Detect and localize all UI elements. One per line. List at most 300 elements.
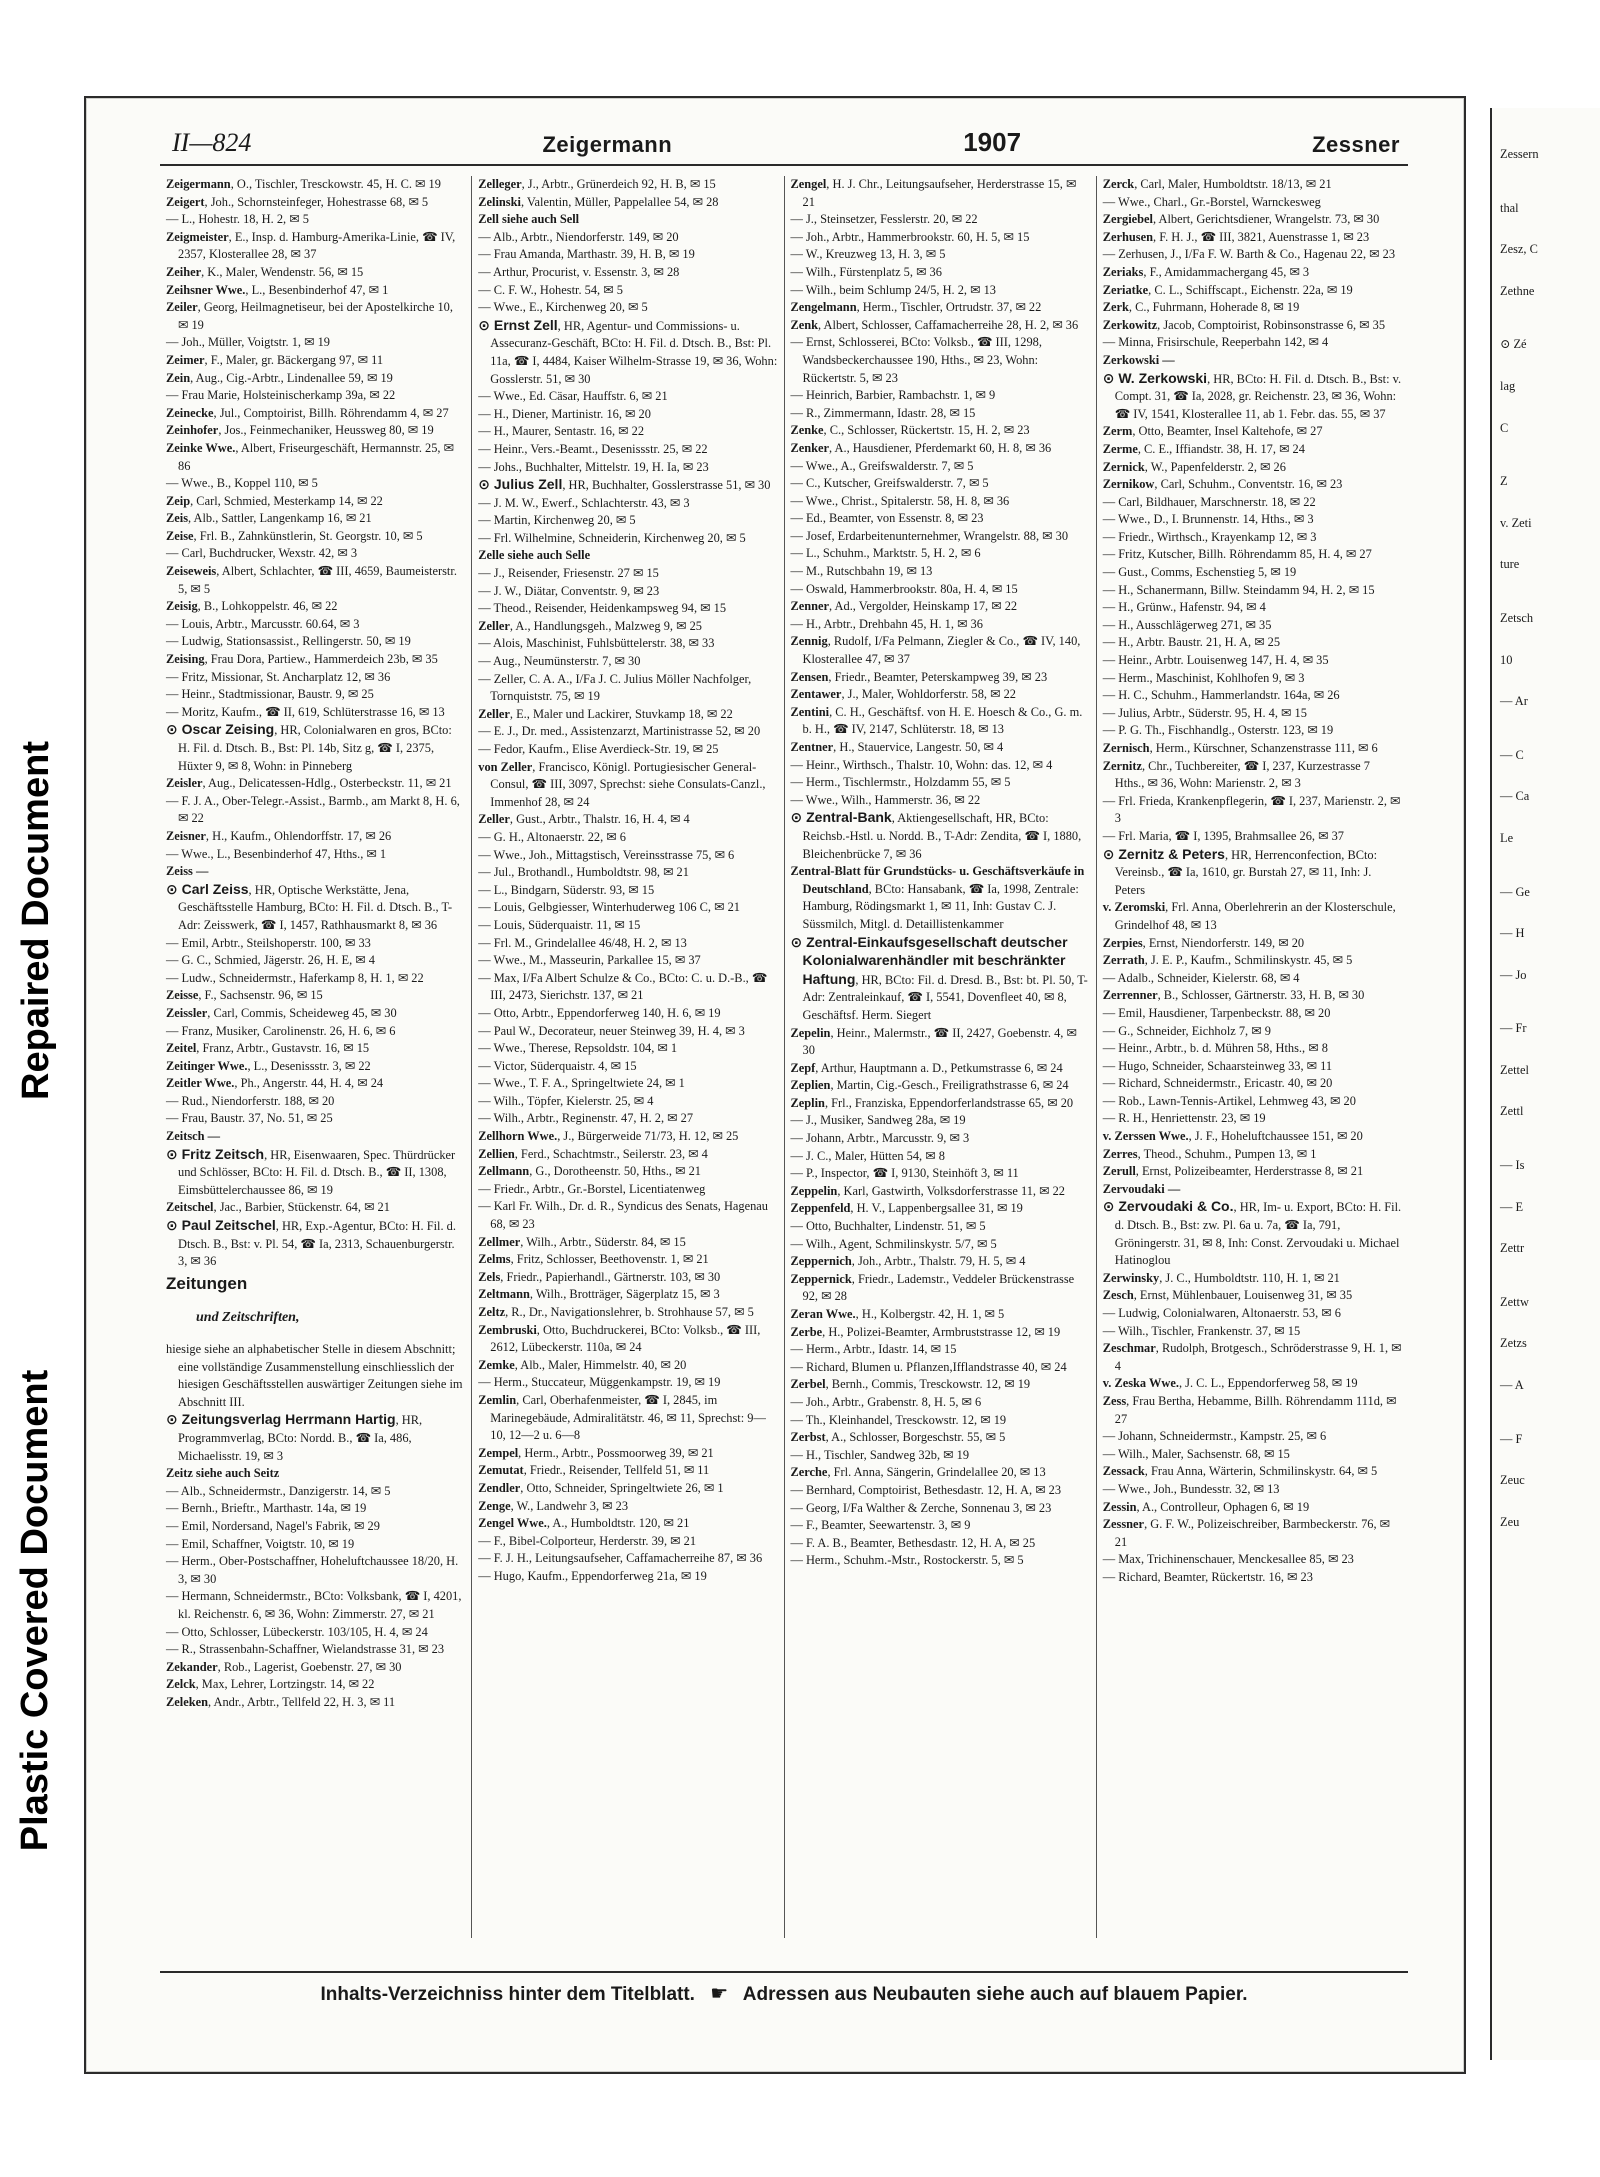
directory-entry: ⊙ Zentral-Bank, Aktiengesellschaft, HR, BCto: Reichsb.-Hstl. u. Nordd. B., T-Adr: Zendita, ☎ I, 1880, Bleichenbrücke 7, ✉ 36 — [790, 809, 1082, 861]
directory-entry: Zernisch, Herm., Kürschner, Schanzenstrasse 111, ✉ 6 — [1102, 741, 1378, 755]
directory-entry: Zentawer, J., Maler, Wohldorferstr. 58, ✉ 22 — [790, 687, 1016, 702]
fragment-line: lag — [1500, 378, 1516, 393]
directory-entry: — Wwe., B., Koppel 110, ✉ 5 — [166, 476, 318, 491]
directory-entry: — Rob., Lawn-Tennis-Artikel, Lehmweg 43, ✉ 20 — [1102, 1093, 1356, 1108]
directory-entry: — Louis, Süderquaistr. 11, ✉ 15 — [478, 917, 641, 932]
directory-entry: Zeisler, Aug., Delicatessen-Hdlg., Osterbeckstr. 11, ✉ 21 — [166, 776, 452, 791]
directory-entry: — Wilh., Arbtr., Reginenstr. 47, H. 2, ✉ 27 — [478, 1111, 694, 1126]
directory-entry: — Arthur, Procurist, v. Essenstr. 3, ✉ 28 — [478, 264, 680, 279]
directory-entry: Zeisner, H., Kaufm., Ohlendorffstr. 17, ✉ 26 — [166, 828, 392, 843]
directory-entry: Zengelmann, Herm., Tischler, Ortrudstr. 37, ✉ 22 — [790, 300, 1042, 315]
fragment-line: Zeu — [1500, 1514, 1520, 1529]
directory-entry: ⊙ Zentral-Einkaufsgesellschaft deutscher Kolonialwarenhändler mit beschränkter Haftung, HR, BCto: Fil. d. Dresd. B., Bst: bt. Pl. 50, T-Adr: Zentraleinkauf, ☎ I, 5541, Dovenfleet 40, ✉ 8, Geschäftsf. Herm. Siegert — [790, 933, 1088, 1022]
fragment-line: Zetsch — [1500, 610, 1534, 625]
next-page-column — [1492, 108, 1600, 1531]
directory-entry: — Victor, Süderquaistr. 4, ✉ 15 — [478, 1058, 637, 1073]
directory-entry: — J., Musiker, Sandweg 28a, ✉ 19 — [790, 1113, 966, 1128]
directory-entry: — Moritz, Kaufm., ☎ II, 619, Schlüterstrasse 16, ✉ 13 — [166, 704, 445, 719]
directory-entry: Zengel, H. J. Chr., Leitungsaufseher, Herderstrasse 15, ✉ 21 — [790, 177, 1077, 209]
directory-entry: — Richard, Blumen u. Pflanzen,Ifflandstrasse 40, ✉ 24 — [790, 1359, 1067, 1374]
directory-entry: Zeisig, B., Lohkoppelstr. 46, ✉ 22 — [166, 599, 338, 614]
directory-entry: — E. J., Dr. med., Assistenzarzt, Martinistrasse 52, ✉ 20 — [478, 724, 761, 739]
next-page-fragment — [1490, 108, 1600, 2060]
directory-entry: — Max, I/Fa Albert Schulze & Co., BCto: C. u. D.-B., ☎ III, 2473, Sierichstr. 137, ✉ 21 — [478, 970, 768, 1003]
directory-entry: von Zeller, Francisco, Königl. Portugiesischer General-Consul, ☎ III, 3097, Sprechst: siehe Consulats-Canzl., Immenhof 28, ✉ 24 — [478, 759, 766, 809]
directory-entry: v. Zerssen Wwe., J. F., Hoheluftchaussee 151, ✉ 20 — [1102, 1129, 1363, 1144]
directory-entry: — Franz, Musiker, Carolinenstr. 26, H. 6, ✉ 6 — [166, 1023, 396, 1038]
repaired-document-label: Repaired Document — [14, 740, 57, 1100]
directory-entry: v. Zeska Wwe., J. C. L., Eppendorferweg 58, ✉ 19 — [1102, 1376, 1358, 1391]
fragment-line: Zettl — [1500, 1104, 1524, 1119]
directory-entry: — Herm., Tischlermstr., Holzdamm 55, ✉ 5 — [790, 775, 1011, 790]
directory-entry: — H., Ausschlägerweg 271, ✉ 35 — [1102, 617, 1272, 632]
directory-entry: Zelleger, J., Arbtr., Grünerdeich 92, H. B, ✉ 15 — [478, 177, 716, 191]
directory-entry: — R., Zimmermann, Idastr. 28, ✉ 15 — [790, 405, 976, 420]
fragment-line: 10 — [1500, 652, 1513, 667]
directory-entry: Zeppenfeld, H. V., Lappenbergsallee 31, ✉ 19 — [790, 1201, 1023, 1216]
fragment-line: Le — [1500, 830, 1514, 845]
fragment-line: — A — [1500, 1378, 1524, 1393]
directory-entry: — Heinr., Stadtmissionar, Baustr. 9, ✉ 25 — [166, 687, 374, 702]
directory-entry: — C., Kutscher, Greifswalderstr. 7, ✉ 5 — [790, 476, 989, 491]
directory-entry: — Heinr., Wirthsch., Thalstr. 10, Wohn: das. 12, ✉ 4 — [790, 757, 1053, 772]
directory-entry: Zeip, Carl, Schmied, Mesterkamp 14, ✉ 22 — [166, 493, 383, 508]
directory-entry: — H., Arbtr. Baustr. 21, H. A, ✉ 25 — [1102, 635, 1281, 650]
fragment-line: Zeuc — [1500, 1473, 1525, 1488]
directory-entry: — H., Grünw., Hafenstr. 94, ✉ 4 — [1102, 600, 1266, 615]
directory-entry: Zeleken, Andr., Arbtr., Tellfeld 22, H. 3, ✉ 11 — [166, 1694, 396, 1709]
directory-entry: Zessack, Frau Anna, Wärterin, Schmilinskystr. 64, ✉ 5 — [1102, 1464, 1378, 1479]
footer-index-note: Inhalts-Verzeichniss hinter dem Titelblatt. — [320, 1984, 695, 2005]
directory-entry: — Frl. M., Grindelallee 46/48, H. 2, ✉ 13 — [478, 935, 687, 950]
fragment-line: — H — [1500, 926, 1525, 941]
directory-entry: Zeltz, R., Dr., Navigationslehrer, b. Strohhause 57, ✉ 5 — [478, 1305, 754, 1319]
directory-entry: Zeising, Frau Dora, Partiew., Hammerdeich 23b, ✉ 35 — [166, 652, 438, 667]
directory-entry: — Ludw., Schneidermstr., Haferkamp 8, H. 1, ✉ 22 — [166, 970, 424, 985]
directory-entry: — Alois, Maschinist, Fuhlsbüttelerstr. 38, ✉ 33 — [478, 636, 715, 651]
fragment-line: — Fr — [1500, 1021, 1527, 1036]
directory-entry: Zenge, W., Landwehr 3, ✉ 23 — [478, 1498, 629, 1513]
directory-entry: — Gust., Comms, Eschenstieg 5, ✉ 19 — [1102, 565, 1297, 580]
directory-entry: Zerbst, A., Schlosser, Borgeschstr. 55, ✉ 5 — [790, 1430, 1006, 1445]
directory-entry: Zeitschel, Jac., Barbier, Stückenstr. 64, ✉ 21 — [166, 1200, 390, 1215]
directory-entry: Zeiseweis, Albert, Schlachter, ☎ III, 4659, Baumeisterstr. 5, ✉ 5 — [166, 564, 457, 596]
directory-entry: — Bernhard, Comptoirist, Bethesdastr. 12, H. A, ✉ 23 — [790, 1482, 1062, 1497]
directory-entry: — Frl. Frieda, Krankenpflegerin, ☎ I, 237, Marienstr. 2, ✉ 3 — [1102, 793, 1401, 826]
directory-entry: Zeigert, Joh., Schornsteinfeger, Hohestrasse 68, ✉ 5 — [166, 194, 429, 209]
directory-entry: — H., Schanermann, Billw. Steindamm 94, H. 2, ✉ 15 — [1102, 582, 1375, 597]
directory-entry: Zentner, H., Stauervice, Langestr. 50, ✉ 4 — [790, 740, 1004, 754]
directory-entry: Zerche, Frl. Anna, Sängerin, Grindelallee 20, ✉ 13 — [790, 1465, 1046, 1480]
page-footer — [160, 1971, 1408, 2006]
directory-entry: — Heinr., Arbtr. Louisenweg 147, H. 4, ✉ 35 — [1102, 653, 1329, 668]
directory-entry: — Friedr., Arbtr., Gr.-Borstel, Licentiatenweg — [478, 1181, 706, 1196]
fragment-line: — Ar — [1500, 694, 1528, 709]
directory-entry: Zeihsner Wwe., L., Besenbinderhof 47, ✉ 1 — [166, 282, 389, 297]
directory-entry: Zeitler Wwe., Ph., Angerstr. 44, H. 4, ✉ 24 — [166, 1076, 384, 1091]
directory-entry: — Hugo, Kaufm., Eppendorferweg 21a, ✉ 19 — [478, 1568, 707, 1583]
directory-entry: Zeinhofer, Jos., Feinmechaniker, Heussweg 80, ✉ 19 — [166, 423, 434, 438]
directory-entry: Zeitel, Franz, Arbtr., Gustavstr. 16, ✉ 15 — [166, 1041, 370, 1056]
directory-entry: Zeis, Alb., Sattler, Langenkamp 16, ✉ 21 — [166, 511, 372, 526]
directory-entry: Zervoudaki — — [1102, 1181, 1181, 1196]
directory-entry: — Wwe., T. F. A., Springeltwiete 24, ✉ 1 — [478, 1076, 685, 1091]
directory-entry: Zeissler, Carl, Commis, Scheideweg 45, ✉ 30 — [166, 1005, 397, 1020]
directory-entry: Zembruski, Otto, Buchdruckerei, BCto: Volksb., ☎ III, 2612, Lübeckerstr. 110a, ✉ 24 — [478, 1322, 761, 1355]
directory-entry: — Johs., Buchhalter, Mittelstr. 19, H. Ia, ✉ 23 — [478, 459, 709, 474]
directory-entry: Zerpies, Ernst, Niendorferstr. 149, ✉ 20 — [1102, 935, 1305, 950]
fragment-line: Zettw — [1500, 1294, 1529, 1309]
directory-entry: — J., Steinsetzer, Fesslerstr. 20, ✉ 22 — [790, 212, 978, 227]
page-content — [160, 122, 1408, 2012]
directory-entry: ⊙ Zernitz & Peters, HR, Herrenconfection, BCto: Vereinsb., ☎ Ia, 1610, gr. Burstah 27, ✉ 11, Inh: J. Peters — [1102, 845, 1378, 897]
page-header — [160, 122, 1408, 166]
directory-entry: — Th., Kleinhandel, Tresckowstr. 12, ✉ 19 — [790, 1412, 1007, 1427]
directory-entry: Zekander, Rob., Lagerist, Goebenstr. 27, ✉ 30 — [166, 1659, 402, 1674]
fragment-line: Zesz, C — [1500, 242, 1538, 257]
directory-entry: Zensen, Friedr., Beamter, Peterskampweg 39, ✉ 23 — [790, 669, 1048, 684]
directory-entry: Zerkowski — — [1102, 352, 1175, 367]
directory-entry: — Emil, Hausdiener, Tarpenbeckstr. 88, ✉ 20 — [1102, 1005, 1331, 1020]
directory-entry: Zeppernick, Friedr., Lademstr., Veddeler Brückenstrasse 92, ✉ 28 — [790, 1271, 1075, 1304]
directory-entry: Zeitinger Wwe., L., Desenissstr. 3, ✉ 22 — [166, 1058, 371, 1073]
directory-entry: — Zeller, C. A. A., I/Fa J. C. Julius Möller Nachfolger, Tornquiststr. 75, ✉ 19 — [478, 671, 752, 704]
directory-entry: Zerbe, H., Polizei-Beamter, Armbruststrasse 12, ✉ 19 — [790, 1324, 1061, 1339]
fragment-line: v. Zeti — [1500, 515, 1532, 530]
directory-entry: — Richard, Beamter, Rückertstr. 16, ✉ 23 — [1102, 1569, 1313, 1584]
directory-entry: Zell siehe auch Sell — [478, 212, 580, 227]
directory-entry: ⊙ Oscar Zeising, HR, Colonialwaren en gros, BCto: H. Fil. d. Dtsch. B., Bst: Pl. 14b, Sitz g, ☎ I, 2375, Hüxter 9, ✉ 8, Wohn: in Pinneberg — [166, 721, 452, 773]
directory-entry: Zeriaks, F., Amidammachergang 45, ✉ 3 — [1102, 264, 1310, 279]
directory-entry: — Martin, Kirchenweg 20, ✉ 5 — [478, 513, 636, 528]
directory-entry: — Paul W., Decorateur, neuer Steinweg 39, H. 4, ✉ 3 — [478, 1023, 745, 1038]
directory-entry: Zernitz, Chr., Tuchbereiter, ☎ I, 237, Kurzestrasse 7 Hths., ✉ 36, Wohn: Marienstr. 2, ✉ 3 — [1102, 758, 1370, 791]
fragment-line: Zetzs — [1500, 1336, 1527, 1351]
directory-entry: Zeise, Frl. B., Zahnkünstlerin, St. Georgstr. 10, ✉ 5 — [166, 528, 423, 543]
directory-entry: — Wwe., Wilh., Hammerstr. 36, ✉ 22 — [790, 792, 981, 807]
directory-entry: ⊙ Zeitungsverlag Herrmann Hartig, HR, Programmverlag, BCto: Nordd. B., ☎ Ia, 486, Michaelisstr. 19, ✉ 3 — [166, 1411, 423, 1463]
directory-entry: Zerhusen, F. H. J., ☎ III, 3821, Auenstrasse 1, ✉ 23 — [1102, 229, 1370, 244]
directory-entry: — Max, Trichinenschauer, Menckesallee 85, ✉ 23 — [1102, 1552, 1354, 1567]
directory-entry: Zennig, Rudolf, I/Fa Pelmann, Ziegler & Co., ☎ IV, 140, Klosterallee 47, ✉ 37 — [790, 634, 1081, 667]
header-year: 1907 — [963, 127, 1022, 157]
directory-entry: und Zeitschriften, — [196, 1310, 300, 1326]
directory-entry: Zempel, Herm., Arbtr., Possmoorweg 39, ✉ 21 — [478, 1445, 714, 1460]
directory-entry: — Wilh., Agent, Schmilinskystr. 5/7, ✉ 5 — [790, 1236, 997, 1251]
directory-entry: Zeiss — — [166, 864, 209, 879]
directory-entry: — J. M. W., Ewerf., Schlachterstr. 43, ✉ 3 — [478, 495, 690, 510]
directory-entry: Zeinecke, Jul., Comptoirist, Billh. Röhrendamm 4, ✉ 27 — [166, 405, 449, 420]
directory-entry: — Joh., Müller, Voigtstr. 1, ✉ 19 — [166, 335, 330, 350]
directory-entry: — Frau Amanda, Marthastr. 39, H. B, ✉ 19 — [478, 247, 695, 262]
directory-column-1 — [160, 176, 471, 1938]
directory-entry: ⊙ Fritz Zeitsch, HR, Eisenwaaren, Spec. Thürdrücker und Schlösser, BCto: H. Fil. d. Dtsch. B., ☎ II, 1308, Eimsbüttelerchaussee 86, ✉ 19 — [166, 1145, 456, 1197]
directory-entry: — Wwe., Therese, Repsoldstr. 104, ✉ 1 — [478, 1041, 678, 1056]
directory-entry: — J. W., Diätar, Conventstr. 9, ✉ 23 — [478, 583, 660, 598]
directory-entry: Zerrath, J. E. P., Kaufm., Schmilinskystr. 45, ✉ 5 — [1102, 953, 1353, 968]
directory-entry: Zeimer, F., Maler, gr. Bäckergang 97, ✉ 11 — [166, 352, 384, 367]
directory-entry: Zerres, Theod., Schuhm., Pumpen 13, ✉ 1 — [1102, 1146, 1317, 1161]
directory-entry: — P. G. Th., Fischhandlg., Osterstr. 123, ✉ 19 — [1102, 723, 1334, 738]
directory-entry: — Herm., Schuhm.-Mstr., Rostockerstr. 5, ✉ 5 — [790, 1553, 1024, 1568]
directory-entry: — Herm., Ober-Postschaffner, Hoheluftchaussee 18/20, H. 3, ✉ 30 — [166, 1554, 459, 1586]
fragment-line: thal — [1500, 200, 1519, 215]
directory-entry: — R., Strassenbahn-Schaffner, Wielandstrasse 31, ✉ 23 — [166, 1642, 445, 1657]
directory-entry: Zenker, A., Hausdiener, Pferdemarkt 60, H. 8, ✉ 36 — [790, 440, 1052, 455]
directory-entry: Zenner, Ad., Vergolder, Heinskamp 17, ✉ 22 — [790, 599, 1018, 614]
directory-entry: Zeitz siehe auch Seitz — [166, 1466, 280, 1481]
directory-entry: Zeller, E., Maler und Lackirer, Stuvkamp 18, ✉ 22 — [478, 706, 733, 721]
directory-entry: — Joh., Arbtr., Hammerbrookstr. 60, H. 5, ✉ 15 — [790, 229, 1030, 244]
directory-entry: — Josef, Erdarbeitenunternehmer, Wrangelstr. 88, ✉ 30 — [790, 528, 1069, 543]
directory-entry: — Alb., Arbtr., Niendorferstr. 149, ✉ 20 — [478, 229, 679, 244]
fragment-line: — Jo — [1500, 967, 1527, 982]
directory-entry: — Frau, Baustr. 37, No. 51, ✉ 25 — [166, 1111, 333, 1126]
directory-entry: Zerm, Otto, Beamter, Insel Kaltehofe, ✉ 27 — [1102, 424, 1323, 439]
directory-entry: Zerull, Ernst, Polizeibeamter, Herderstrasse 8, ✉ 21 — [1102, 1164, 1364, 1179]
directory-entry: — Joh., Arbtr., Grabenstr. 8, H. 5, ✉ 6 — [790, 1394, 982, 1409]
directory-columns — [160, 176, 1408, 1938]
directory-entry: — Otto, Buchhalter, Lindenstr. 51, ✉ 5 — [790, 1219, 986, 1234]
directory-entry: Zepelin, Heinr., Malermstr., ☎ II, 2427, Goebenstr. 4, ✉ 30 — [790, 1025, 1077, 1058]
fragment-line: C — [1500, 420, 1509, 435]
fragment-line: — C — [1500, 747, 1524, 762]
directory-entry: — Emil, Arbtr., Steilshoperstr. 100, ✉ 33 — [166, 935, 371, 950]
directory-entry: — Jul., Brothandl., Humboldtstr. 98, ✉ 21 — [478, 865, 689, 880]
directory-entry: — Emil, Schaffner, Voigtstr. 10, ✉ 19 — [166, 1536, 355, 1551]
directory-column-3 — [784, 176, 1096, 1938]
directory-entry: — Richard, Schneidermstr., Ericastr. 40, ✉ 20 — [1102, 1076, 1333, 1091]
directory-entry: — F. A. B., Beamter, Bethesdastr. 12, H. A, ✉ 25 — [790, 1535, 1036, 1550]
directory-entry: Zelms, Fritz, Schlosser, Beethovenstr. 1, ✉ 21 — [478, 1252, 709, 1267]
directory-entry: — Johann, Arbtr., Marcusstr. 9, ✉ 3 — [790, 1131, 970, 1146]
page-number: II—824 — [172, 128, 252, 157]
directory-entry: Zemutat, Friedr., Reisender, Tellfeld 51, ✉ 11 — [478, 1463, 710, 1478]
fragment-line: — Is — [1500, 1158, 1525, 1173]
directory-entry: Zergiebel, Albert, Gerichtsdiener, Wrangelstr. 73, ✉ 30 — [1102, 212, 1380, 227]
directory-entry: Zeinke Wwe., Albert, Friseurgeschäft, Hermannstr. 25, ✉ 86 — [166, 440, 454, 473]
directory-entry: — Wilh., Fürstenplatz 5, ✉ 36 — [790, 264, 942, 279]
directory-entry: Zerkowitz, Jacob, Comptoirist, Robinsonstrasse 6, ✉ 35 — [1102, 317, 1386, 332]
directory-entry: Zessin, A., Controlleur, Ophagen 6, ✉ 19 — [1102, 1499, 1310, 1514]
directory-entry: hiesige siehe an alphabetischer Stelle in diesem Abschnitt; eine vollständige Zusammenstellung einschliesslich der hiesigen Geschäftsstellen auswärtiger Zeitungen siehe im Abschnitt III. — [166, 1342, 463, 1409]
directory-entry: — Wwe., M., Masseurin, Parkallee 15, ✉ 37 — [478, 953, 701, 968]
directory-entry: — Frl. Maria, ☎ I, 1395, Brahmsallee 26, ✉ 37 — [1102, 828, 1344, 843]
directory-entry: — Wwe., Joh., Bundesstr. 32, ✉ 13 — [1102, 1481, 1280, 1496]
directory-entry: Zeller, A., Handlungsgeh., Malzweg 9, ✉ 25 — [478, 618, 702, 633]
directory-entry: — Ed., Beamter, von Essenstr. 8, ✉ 23 — [790, 511, 984, 526]
directory-entry: ⊙ Carl Zeiss, HR, Optische Werkstätte, Jena, Geschäftsstelle Hamburg, BCto: H. Fil. d. Dtsch. B., T-Adr: Zeisswerk, ☎ I, 1457, Rathhausmarkt 8, ✉ 36 — [166, 880, 453, 932]
directory-entry: Zelck, Max, Lehrer, Lortzingstr. 14, ✉ 22 — [166, 1677, 375, 1692]
directory-entry: — Zerhusen, J., I/Fa F. W. Barth & Co., Hagenau 22, ✉ 23 — [1102, 247, 1396, 262]
directory-entry: Zels, Friedr., Papierhandl., Gärtnerstr. 103, ✉ 30 — [478, 1269, 721, 1284]
directory-entry: Zeran Wwe., H., Kolbergstr. 42, H. 1, ✉ 5 — [790, 1307, 1005, 1321]
directory-entry: ⊙ Ernst Zell, HR, Agentur- und Commissions- u. Assecuranz-Geschäft, BCto: H. Fil. d. Dtsch. B., Bst: Pl. 11a, ☎ I, 4484, Kaiser Wilhelm-Strasse 19, ✉ 36, Wohn: Gosslerstr. 51, ✉ 30 — [478, 316, 778, 386]
directory-entry: Zerwinsky, J. C., Humboldtstr. 110, H. 1, ✉ 21 — [1102, 1270, 1340, 1285]
directory-entry: Zeppernich, Joh., Arbtr., Thalstr. 79, H. 5, ✉ 4 — [790, 1254, 1026, 1269]
directory-entry: Zengel Wwe., A., Humboldtstr. 120, ✉ 21 — [478, 1516, 690, 1531]
directory-entry: — Louis, Arbtr., Marcusstr. 60.64, ✉ 3 — [166, 616, 360, 631]
directory-entry: — Hermann, Schneidermstr., BCto: Volksbank, ☎ I, 4201, kl. Reichenstr. 6, ✉ 36, Wohn: Zimmerstr. 27, ✉ 21 — [166, 1589, 462, 1621]
directory-entry: — Friedr., Wirthsch., Krayenkamp 12, ✉ 3 — [1102, 529, 1317, 544]
directory-entry: — Ludwig, Colonialwaren, Altonaerstr. 53, ✉ 6 — [1102, 1306, 1341, 1320]
directory-entry: — L., Schuhm., Marktstr. 5, H. 2, ✉ 6 — [790, 546, 981, 561]
directory-entry: — Wwe., Joh., Mittagstisch, Vereinsstrasse 75, ✉ 6 — [478, 847, 735, 862]
directory-entry: Zenk, Albert, Schlosser, Caffamacherreihe 28, H. 2, ✉ 36 — [790, 317, 1079, 332]
directory-entry: — Minna, Frisirschule, Reeperbahn 142, ✉ 4 — [1102, 335, 1329, 350]
directory-entry: — Aug., Neumünsterstr. 7, ✉ 30 — [478, 654, 641, 669]
directory-entry: — Adalb., Schneider, Kielerstr. 68, ✉ 4 — [1102, 970, 1300, 985]
directory-entry: Zeplien, Martin, Cig.-Gesch., Freiligrathstrasse 6, ✉ 24 — [790, 1078, 1069, 1093]
directory-entry: — G., Schneider, Eichholz 7, ✉ 9 — [1102, 1023, 1271, 1038]
directory-entry: Zeltmann, Wilh., Brotträger, Sägerplatz 15, ✉ 3 — [478, 1287, 720, 1302]
fragment-line: ture — [1500, 557, 1520, 572]
directory-entry: — F., Beamter, Seewartenstr. 3, ✉ 9 — [790, 1518, 971, 1533]
directory-entry: — Heinrich, Barbier, Rambachstr. 1, ✉ 9 — [790, 388, 996, 403]
directory-entry: — Wwe., E., Kirchenweg 20, ✉ 5 — [478, 300, 648, 315]
directory-entry: Zerrenner, B., Schlosser, Gärtnerstr. 33, H. B, ✉ 30 — [1102, 988, 1365, 1003]
directory-entry: Zernikow, Carl, Schuhm., Conventstr. 16, ✉ 23 — [1102, 477, 1343, 492]
directory-entry: — Georg, I/Fa Walther & Zerche, Sonnenau 3, ✉ 23 — [790, 1500, 1052, 1515]
fragment-line: — F — [1500, 1431, 1523, 1446]
directory-entry: — H. C., Schuhm., Hammerlandstr. 164a, ✉ 26 — [1102, 688, 1340, 703]
directory-entry: — Herm., Arbtr., Idastr. 14, ✉ 15 — [790, 1342, 957, 1357]
directory-entry: Zelle siehe auch Selle — [478, 548, 591, 563]
directory-entry: — Wilh., beim Schlump 24/5, H. 2, ✉ 13 — [790, 282, 996, 297]
directory-entry: Zellmann, G., Dorotheenstr. 50, Hths., ✉ 21 — [478, 1164, 701, 1179]
directory-entry: — G. C., Schmied, Jägerstr. 26, H. E, ✉ 4 — [166, 953, 375, 968]
directory-entry: — Rud., Niendorferstr. 188, ✉ 20 — [166, 1093, 335, 1108]
directory-column-2 — [471, 176, 783, 1938]
plastic-covered-document-label: Plastic Covered Document — [14, 1369, 57, 1851]
directory-entry: — M., Rutschbahn 19, ✉ 13 — [790, 564, 933, 579]
directory-entry: Zendler, Otto, Schneider, Springeltwiete 26, ✉ 1 — [478, 1480, 724, 1495]
fragment-line: Zettel — [1500, 1062, 1529, 1077]
directory-entry: Zerck, Carl, Maler, Humboldtstr. 18/13, ✉ 21 — [1102, 177, 1332, 191]
directory-entry: — H., Arbtr., Drehbahn 45, H. 1, ✉ 36 — [790, 616, 983, 631]
directory-column-4 — [1096, 176, 1408, 1938]
directory-entry: — H., Maurer, Sentastr. 16, ✉ 22 — [478, 424, 645, 439]
directory-entry: — Wilh., Töpfer, Kielerstr. 25, ✉ 4 — [478, 1093, 654, 1108]
directory-entry: — Bernh., Brieftr., Marthastr. 14a, ✉ 19 — [166, 1501, 367, 1516]
directory-entry: Zeitsch — — [166, 1129, 221, 1144]
directory-entry: — Oswald, Hammerbrookstr. 80a, H. 4, ✉ 15 — [790, 581, 1018, 596]
directory-entry: — Wwe., Ed. Cäsar, Hauffstr. 6, ✉ 21 — [478, 389, 668, 404]
directory-entry: Zellien, Ferd., Schachtmstr., Seilerstr. 23, ✉ 4 — [478, 1146, 708, 1161]
directory-entry: Zess, Frau Bertha, Hebamme, Billh. Röhrendamm 111d, ✉ 27 — [1102, 1393, 1397, 1426]
header-first-entry: Zeigermann — [542, 132, 673, 157]
header-last-entry: Zessner — [1312, 132, 1400, 157]
directory-entry: — Ernst, Schlosserei, BCto: Volksb., ☎ III, 1298, Wandsbeckerchaussee 190, Hths., ✉ 23, Wohn: Rückertstr. 5, ✉ 23 — [790, 335, 1042, 385]
directory-entry: Zentini, C. H., Geschäftsf. von H. E. Hoesch & Co., G. m. b. H., ☎ IV, 2147, Schlüterstr. 18, ✉ 13 — [790, 704, 1083, 737]
directory-entry: Zein, Aug., Cig.-Arbtr., Lindenallee 59, ✉ 19 — [166, 370, 393, 385]
directory-entry: — J. C., Maler, Hütten 54, ✉ 8 — [790, 1148, 945, 1163]
directory-entry: — Heinr., Vers.-Beamt., Desenissstr. 25, ✉ 22 — [478, 441, 708, 456]
directory-entry: — Wwe., Charl., Gr.-Borstel, Warnckesweg — [1102, 194, 1321, 209]
directory-entry: Zemlin, Carl, Oberhafenmeister, ☎ I, 2845, im Marinegebäude, Admiralitätstr. 46, ✉ 11, Sprechst: 9—10, 12—2 u. 6—8 — [478, 1392, 766, 1443]
directory-entry: ⊙ Paul Zeitschel, HR, Exp.-Agentur, BCto: H. Fil. d. Dtsch. B., Bst: v. Pl. 54, ☎ Ia, 2313, Schauenburgerstr. 3, ✉ 36 — [166, 1217, 456, 1269]
directory-entry: — Julius, Arbtr., Süderstr. 95, H. 4, ✉ 15 — [1102, 705, 1307, 720]
directory-entry: Zeriatke, C. L., Schiffscapt., Eichenstr. 22a, ✉ 19 — [1102, 282, 1353, 297]
directory-entry: — Otto, Schlosser, Lübeckerstr. 103/105, H. 4, ✉ 24 — [166, 1624, 428, 1639]
directory-entry: Zeitungen — [166, 1273, 248, 1293]
directory-entry: Zeppelin, Karl, Gastwirth, Volksdorferstrasse 11, ✉ 22 — [790, 1183, 1065, 1198]
directory-entry: v. Zeromski, Frl. Anna, Oberlehrerin an der Klosterschule, Grindelhof 48, ✉ 13 — [1102, 900, 1396, 932]
directory-entry: Zellhorn Wwe., J., Bürgerweide 71/73, H. 12, ✉ 25 — [478, 1129, 739, 1144]
directory-entry: — H., Diener, Martinistr. 16, ✉ 20 — [478, 406, 651, 421]
directory-entry: Zenke, C., Schlosser, Rückertstr. 15, H. 2, ✉ 23 — [790, 423, 1030, 438]
fragment-line: Zettr — [1500, 1241, 1525, 1256]
directory-entry: — Wilh., Maler, Sachsenstr. 68, ✉ 15 — [1102, 1446, 1290, 1461]
directory-entry: — R. H., Henriettenstr. 23, ✉ 19 — [1102, 1111, 1266, 1126]
directory-entry: — F., Bibel-Colporteur, Herderstr. 39, ✉ 21 — [478, 1533, 697, 1548]
directory-entry: — Otto, Arbtr., Eppendorferweg 140, H. 6, ✉ 19 — [478, 1005, 721, 1020]
directory-page — [84, 96, 1466, 2074]
directory-entry: ⊙ Zervoudaki & Co., HR, Im- u. Export, BCto: H. Fil. d. Dtsch. B., Bst: zw. Pl. 6a u. 7a, ☎ Ia, 791, Gröningerstr. 31, ✉ 8, Inh: Const. Zervoudaki u. Michael Hatinoglou — [1102, 1198, 1402, 1268]
directory-entry: Zeller, Gust., Arbtr., Thalstr. 16, H. 4, ✉ 4 — [478, 812, 690, 827]
directory-entry: — W., Kreuzweg 13, H. 3, ✉ 5 — [790, 247, 946, 262]
directory-entry: — C. F. W., Hohestr. 54, ✉ 5 — [478, 282, 623, 297]
directory-entry: Zerbel, Bernh., Commis, Tresckowstr. 12, ✉ 19 — [790, 1377, 1031, 1392]
directory-entry: — J., Reisender, Friesenstr. 27 ✉ 15 — [478, 566, 659, 581]
directory-entry: — Fritz, Kutscher, Billh. Röhrendamm 85, H. 4, ✉ 27 — [1102, 547, 1372, 562]
directory-entry: Zelinski, Valentin, Müller, Pappelallee 54, ✉ 28 — [478, 194, 719, 209]
fragment-line: — Ca — [1500, 789, 1530, 804]
fragment-line: Zessern — [1500, 147, 1539, 161]
fragment-line: Z — [1500, 474, 1508, 489]
directory-entry: Zesch, Ernst, Mühlenbauer, Louisenweg 31, ✉ 35 — [1102, 1288, 1353, 1303]
directory-entry: Zeisse, F., Sachsenstr. 96, ✉ 15 — [166, 988, 323, 1003]
directory-entry: — F. J. H., Leitungsaufseher, Caffamacherreihe 87, ✉ 36 — [478, 1551, 763, 1566]
directory-entry: — Herm., Stuccateur, Müggenkampstr. 19, ✉ 19 — [478, 1375, 721, 1390]
directory-entry: Zerme, C. E., Iffiandstr. 38, H. 17, ✉ 24 — [1102, 441, 1305, 456]
directory-entry: — Louis, Gelbgiesser, Winterhuderweg 106 C, ✉ 21 — [478, 900, 740, 915]
directory-entry: — Carl, Bildhauer, Marschnerstr. 18, ✉ 22 — [1102, 494, 1316, 509]
footer-new-buildings-note: Adressen aus Neubauten siehe auch auf blauem Papier. — [742, 1984, 1248, 2005]
directory-entry: — Fritz, Missionar, St. Ancharplatz 12, ✉ 36 — [166, 669, 391, 684]
directory-entry: — L., Hohestr. 18, H. 2, ✉ 5 — [166, 212, 309, 227]
directory-entry: Zeiler, Georg, Heilmagnetiseur, bei der Apostelkirche 10, ✉ 19 — [166, 300, 453, 332]
directory-entry: — Heinr., Arbtr., b. d. Mühren 58, Hths., ✉ 8 — [1102, 1041, 1328, 1056]
directory-entry: — Johann, Schneidermstr., Kampstr. 25, ✉ 6 — [1102, 1429, 1327, 1444]
fragment-line: — Ge — [1500, 884, 1530, 899]
directory-entry: — Wwe., A., Greifswalderstr. 7, ✉ 5 — [790, 458, 974, 473]
directory-entry: — F. J. A., Ober-Telegr.-Assist., Barmb., am Markt 8, H. 6, ✉ 22 — [166, 793, 460, 826]
directory-entry: — Theod., Reisender, Heidenkampsweg 94, ✉ 15 — [478, 601, 727, 616]
directory-entry: — Carl, Buchdrucker, Wexstr. 42, ✉ 3 — [166, 546, 358, 561]
directory-entry: — Emil, Nordersand, Nagel's Fabrik, ✉ 29 — [166, 1518, 380, 1533]
directory-entry: — Fedor, Kaufm., Elise Averdieck-Str. 19, ✉ 25 — [478, 742, 719, 756]
directory-entry: — P., Inspector, ☎ I, 9130, Steinhöft 3, ✉ 11 — [790, 1166, 1019, 1181]
directory-entry: Zessner, G. F. W., Polizeischreiber, Barmbeckerstr. 76, ✉ 21 — [1102, 1517, 1391, 1549]
fragment-line: Zethne — [1500, 283, 1535, 298]
directory-entry: Zeigermann, O., Tischler, Tresckowstr. 45, H. C. ✉ 19 — [166, 177, 441, 191]
directory-entry: Zerk, C., Fuhrmann, Hoherade 8, ✉ 19 — [1102, 300, 1300, 315]
directory-entry: Zentral-Blatt für Grundstücks- u. Geschäftsverkäufe in Deutschland, BCto: Hansabank, ☎ Ia, 1998, Zentrale: Hamburg, Rödingsmarkt 1, ✉ 11, Inh: Gustav C. J. Süssmilch, Mitgl. d. Detaillistenkammer — [790, 864, 1085, 931]
directory-entry: — Wwe., Christ., Spitalerstr. 58, H. 8, ✉ 36 — [790, 493, 1010, 508]
directory-entry: — Wilh., Tischler, Frankenstr. 37, ✉ 15 — [1102, 1323, 1301, 1338]
fragment-line: — E — [1500, 1199, 1524, 1214]
directory-entry: Zemke, Alb., Maler, Himmelstr. 40, ✉ 20 — [478, 1357, 687, 1372]
directory-entry: Zeschmar, Rudolph, Brotgesch., Schröderstrasse 9, H. 1, ✉ 4 — [1102, 1341, 1402, 1373]
directory-entry: — H., Tischler, Sandweg 32b, ✉ 19 — [790, 1447, 970, 1462]
directory-entry: — Frau Marie, Holsteinischerkamp 39a, ✉ 22 — [166, 388, 396, 403]
directory-entry: Zeiher, K., Maler, Wendenstr. 56, ✉ 15 — [166, 264, 364, 279]
directory-entry: — Herm., Maschinist, Kohlhofen 9, ✉ 3 — [1102, 670, 1305, 685]
fragment-line: ⊙ Zé — [1500, 337, 1527, 352]
directory-entry: — Wwe., D., I. Brunnenstr. 14, Hths., ✉ 3 — [1102, 512, 1314, 527]
directory-entry: Zellmer, Wilh., Arbtr., Süderstr. 84, ✉ 15 — [478, 1234, 686, 1249]
